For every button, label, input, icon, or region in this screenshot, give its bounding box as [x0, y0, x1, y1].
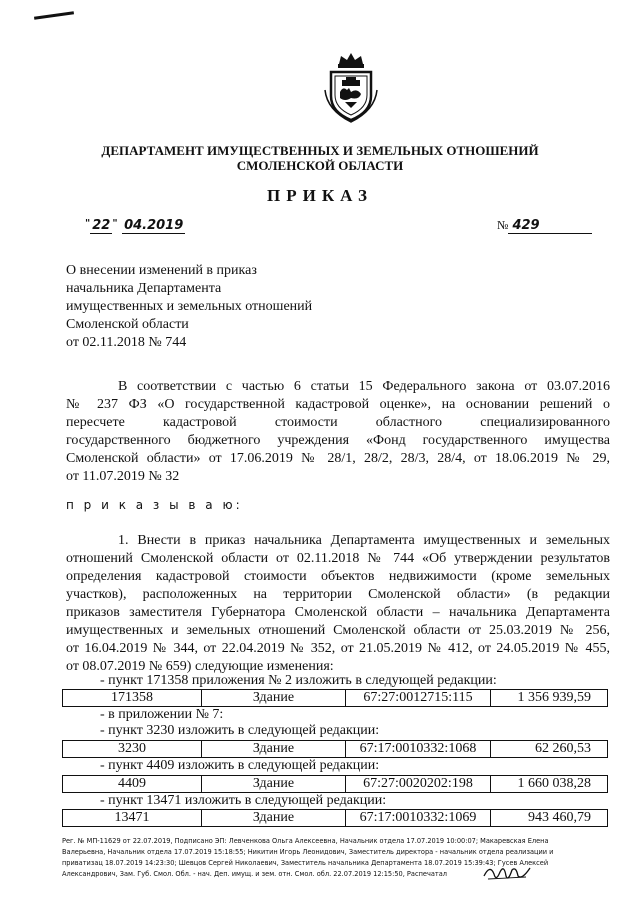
preamble-line: В соответствии с частью 6 статьи 15 Федерального закона от 03.07.2016	[118, 379, 610, 394]
replacement-table-3	[62, 775, 608, 793]
subject-line: О внесении изменений в приказ	[66, 263, 257, 278]
table-row	[63, 741, 608, 758]
preamble-line: государственного бюджетного учреждения «Фонд государственного имущества	[66, 433, 610, 448]
footer-line: приватизац 18.07.2019 14:23:30; Шевцов Сергей Николаевич, Заместитель начальника Департамента 18.07.2019 15:39:43; Гусев Алексей	[62, 859, 549, 867]
table-row	[63, 776, 608, 793]
table-cell-value: 1 356 939,59	[491, 690, 608, 707]
preamble-paragraph	[66, 378, 610, 486]
department-name-line1: ДЕПАРТАМЕНТ ИМУЩЕСТВЕННЫХ И ЗЕМЕЛЬНЫХ ОТНОШЕНИЙ	[101, 143, 539, 158]
handwritten-signature	[482, 862, 532, 884]
change-point-4: - пункт 13471 изложить в следующей редакции:	[100, 793, 387, 808]
table-cell-value: 62 260,53	[491, 741, 608, 758]
order-number	[497, 218, 592, 234]
table-cell-point: 4409	[63, 776, 202, 793]
item-1-line: приказов заместителя Губернатора Смоленской области – начальника Департамента	[66, 605, 610, 620]
order-number-label: №	[497, 218, 509, 232]
scan-mark	[34, 11, 74, 20]
table-cell-cadastral-number: 67:17:0010332:1069	[346, 810, 491, 827]
item-1-line: участков), расположенных на территории Смоленской области» (в редакции	[66, 587, 610, 602]
prikazyvayu-heading: п р и к а з ы в а ю:	[66, 498, 243, 512]
footer-line: Валерьевна, Начальник отдела 17.07.2019 15:18:55; Никитин Игорь Леонидович, Заместитель директора - начальник отдела реализации и	[62, 848, 554, 856]
subject-line: от 02.11.2018 № 744	[66, 335, 187, 350]
table-cell-point: 3230	[63, 741, 202, 758]
table-cell-cadastral-number: 67:27:0012715:115	[346, 690, 491, 707]
replacement-table-2	[62, 740, 608, 758]
table-cell-point: 171358	[63, 690, 202, 707]
table-cell-type: Здание	[202, 690, 346, 707]
preamble-line: пересчете кадастровой стоимости областного специализированного	[66, 415, 610, 430]
order-date-month-year: 04.2019	[124, 218, 184, 233]
table-cell-cadastral-number: 67:17:0010332:1068	[346, 741, 491, 758]
order-date-day: 22	[92, 218, 111, 233]
replacement-table-4	[62, 809, 608, 827]
appendix-7-heading: - в приложении № 7:	[100, 707, 224, 722]
order-date: " 22 " 04.2019	[85, 218, 184, 233]
item-1-line: от 08.07.2019 № 659) следующие изменения:	[66, 659, 334, 674]
item-1-paragraph	[66, 532, 610, 676]
coat-of-arms-icon	[323, 50, 379, 124]
department-name-line2: СМОЛЕНСКОЙ ОБЛАСТИ	[236, 158, 404, 173]
item-1-line: 1. Внести в приказ начальника Департамента имущественных и земельных	[118, 533, 610, 548]
document-type-title: ПРИКАЗ	[267, 186, 373, 205]
subject-line: начальника Департамента	[66, 281, 222, 296]
table-cell-value: 1 660 038,28	[491, 776, 608, 793]
item-1-line: отношений Смоленской области от 02.11.2018 № 744 «Об утверждении результатов	[66, 551, 610, 566]
replacement-table-1	[62, 689, 608, 707]
table-cell-type: Здание	[202, 776, 346, 793]
item-1-line: имущественных и земельных отношений Смоленской области от 25.03.2019 № 256,	[66, 623, 610, 638]
table-cell-value: 943 460,79	[491, 810, 608, 827]
subject-line: Смоленской области	[66, 317, 189, 332]
preamble-line: № 237 ФЗ «О государственной кадастровой оценке», на основании решений о	[66, 397, 610, 412]
change-point-1: - пункт 171358 приложения № 2 изложить в следующей редакции:	[100, 673, 497, 688]
footer-line: Рег. № МП-11629 от 22.07.2019, Подписано ЭП: Левченкова Ольга Алексеевна, Начальник отдела 17.07.2019 10:00:07; Макаревская Елена	[62, 837, 549, 845]
table-cell-point: 13471	[63, 810, 202, 827]
preamble-line: от 11.07.2019 № 32	[66, 469, 180, 484]
table-cell-type: Здание	[202, 741, 346, 758]
change-point-3: - пункт 4409 изложить в следующей редакции:	[100, 758, 380, 773]
item-1-line: определения кадастровой стоимости объектов недвижимости (кроме земельных	[66, 569, 610, 584]
table-row	[63, 690, 608, 707]
footer-line: Александрович, Зам. Губ. Смол. Обл. - нач. Деп. имущ. и зем. отн. Смол. обл. 22.07.2019 12:15:50, Распечатал	[62, 870, 447, 878]
preamble-line: Смоленской области» от 17.06.2019 № 28/1, 28/2, 28/3, 28/4, от 18.06.2019 № 29,	[66, 451, 610, 466]
table-row	[63, 810, 608, 827]
table-cell-cadastral-number: 67:27:0020202:198	[346, 776, 491, 793]
order-number-value: 429	[508, 218, 592, 234]
table-cell-type: Здание	[202, 810, 346, 827]
order-subject	[66, 262, 312, 352]
subject-line: имущественных и земельных отношений	[66, 299, 313, 314]
item-1-line: от 16.04.2019 № 344, от 22.04.2019 № 352, от 21.05.2019 № 412, от 24.05.2019 № 455,	[66, 641, 610, 656]
change-point-2: - пункт 3230 изложить в следующей редакции:	[100, 723, 380, 738]
